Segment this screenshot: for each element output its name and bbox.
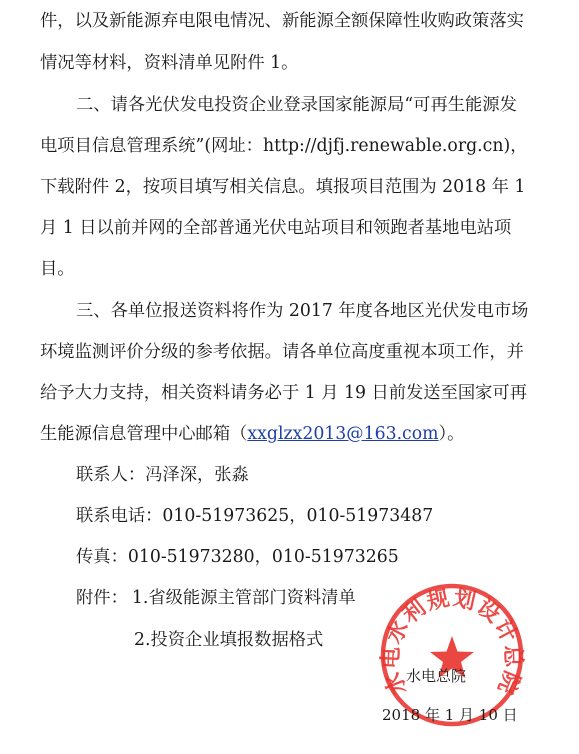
para3-line1: 三、各单位报送资料将作为 2017 年度各地区光伏发电市场: [76, 301, 529, 321]
attachment-item-1: 1.省级能源主管部门资料清单: [131, 588, 356, 608]
para3-line4: [40, 422, 464, 446]
para2-line1: 二、请各光伏发电投资企业登录国家能源局“可再生能源发: [76, 95, 517, 115]
para2-line4: 月 1 日以前并网的全部普通光伏电站项目和领跑者基地电站项: [40, 218, 512, 238]
contact-phone: 联系电话：010-51973625，010-51973487: [76, 506, 434, 526]
para3-line4-suffix: ）。: [438, 424, 465, 444]
para2-line5: 目。: [40, 259, 75, 279]
para3-line2: 环境监测评价分级的参考依据。请各单位高度重视本项工作，并: [40, 342, 524, 362]
issue-date: 2018 年 1 月 10 日: [382, 706, 518, 724]
attachments: [76, 586, 356, 610]
svg-text:水电水利规划设计总院: 水电水利规划设计总院: [377, 584, 527, 699]
email-link[interactable]: xxglzx2013@163.com: [247, 424, 439, 444]
attachment-item-2: 2.投资企业填报数据格式: [134, 630, 324, 650]
contact-fax: 传真：010-51973280，010-51973265: [76, 547, 399, 567]
para1-line1: 件，以及新能源弃电限电情况、新能源全额保障性收购政策落实: [40, 11, 524, 31]
contact-person: 联系人：冯泽深，张淼: [76, 465, 249, 485]
para1-line2: 情况等材料，资料清单见附件 1。: [40, 53, 299, 73]
para3-line4-prefix: 生能源信息管理中心邮箱（: [40, 424, 248, 444]
para2-line2: 电项目信息管理系统”(网址：http://djfj.renewable.org.cn)，: [40, 136, 528, 156]
issuer-name: 水电总院: [406, 667, 467, 685]
attachments-label: 附件：: [76, 588, 128, 608]
para3-line3: 给予大力支持，相关资料请务必于 1 月 19 日前发送至国家可再: [40, 383, 527, 403]
para2-line3: 下载附件 2，按项目填写相关信息。填报项目范围为 2018 年 1: [40, 177, 526, 197]
